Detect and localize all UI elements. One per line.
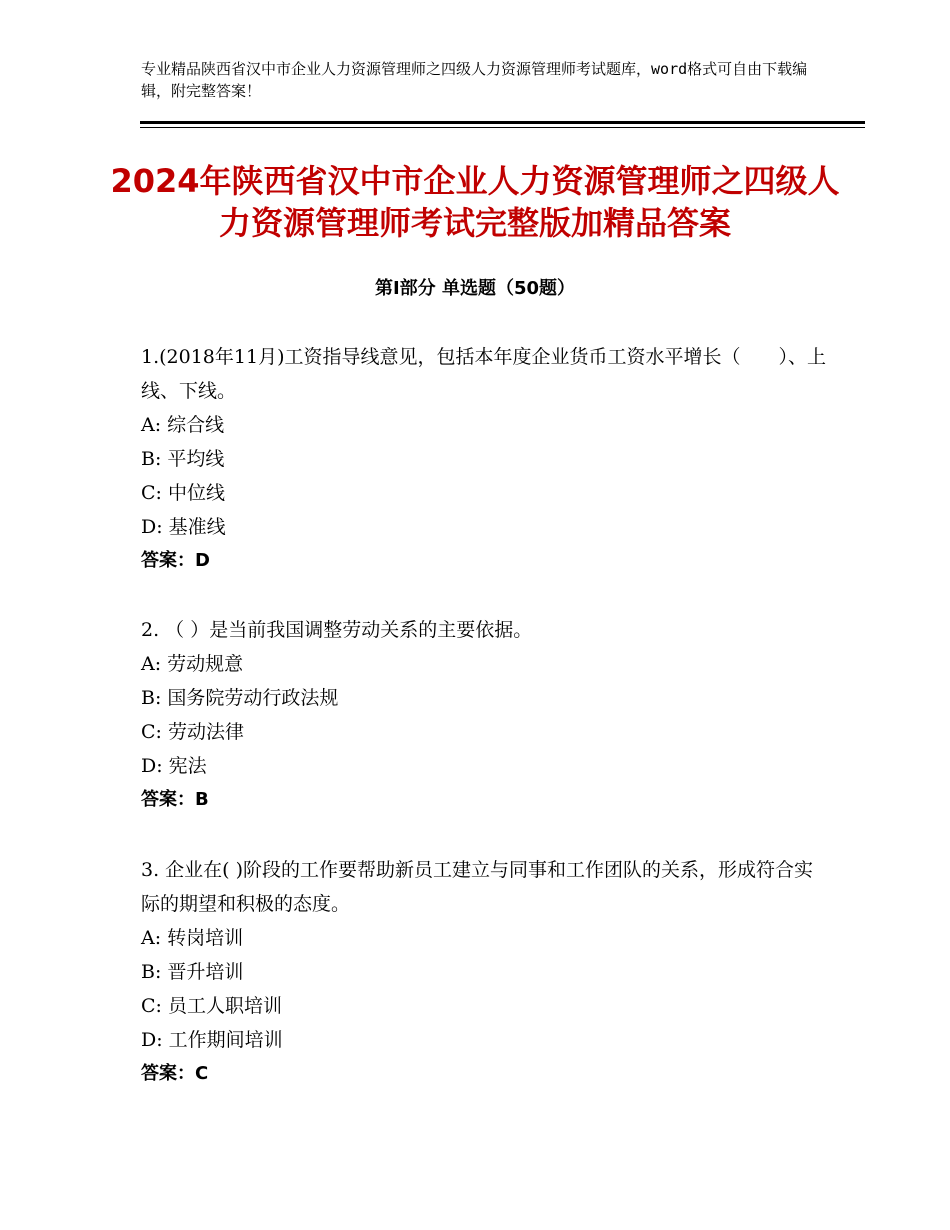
option-a: A: 综合线: [141, 414, 225, 436]
option-b: B: 平均线: [141, 448, 225, 470]
answer-line: 答案：B: [141, 789, 209, 810]
option-d: D: 宪法: [141, 755, 207, 777]
option-a: A: 劳动规意: [141, 653, 244, 675]
header-rule-thick: [140, 121, 865, 124]
header-rule-thin: [140, 127, 865, 128]
header-note: 专业精品陕西省汉中市企业人力资源管理师之四级人力资源管理师考试题库，word格式可自由下载编辑，附完整答案！: [141, 60, 808, 100]
option-a: A: 转岗培训: [141, 927, 244, 949]
answer-line: 答案：C: [141, 1063, 209, 1084]
question-stem: 1.(2018年11月)工资指导线意见，包括本年度企业货币工资水平增长（ ）、上线、下线。: [141, 346, 826, 402]
option-b: B: 晋升培训: [141, 961, 244, 983]
option-b: B: 国务院劳动行政法规: [141, 687, 339, 709]
option-c: C: 员工人职培训: [141, 995, 282, 1017]
option-d: D: 工作期间培训: [141, 1029, 283, 1051]
document-title: 2024年陕西省汉中市企业人力资源管理师之四级人力资源管理师考试完整版加精品答案: [110, 162, 840, 242]
option-d: D: 基准线: [141, 516, 226, 538]
question-stem: 3. 企业在( )阶段的工作要帮助新员工建立与同事和工作团队的关系，形成符合实际的期望和积极的态度。: [141, 859, 814, 915]
section-title: 第Ⅰ部分 单选题（50题）: [374, 278, 575, 299]
option-c: C: 中位线: [141, 482, 225, 504]
question-stem: 2. （ ）是当前我国调整劳动关系的主要依据。: [141, 619, 533, 641]
answer-line: 答案：D: [141, 550, 210, 571]
question-1: [141, 340, 831, 578]
option-c: C: 劳动法律: [141, 721, 244, 743]
question-2: [141, 613, 831, 817]
question-3: [141, 853, 831, 1091]
